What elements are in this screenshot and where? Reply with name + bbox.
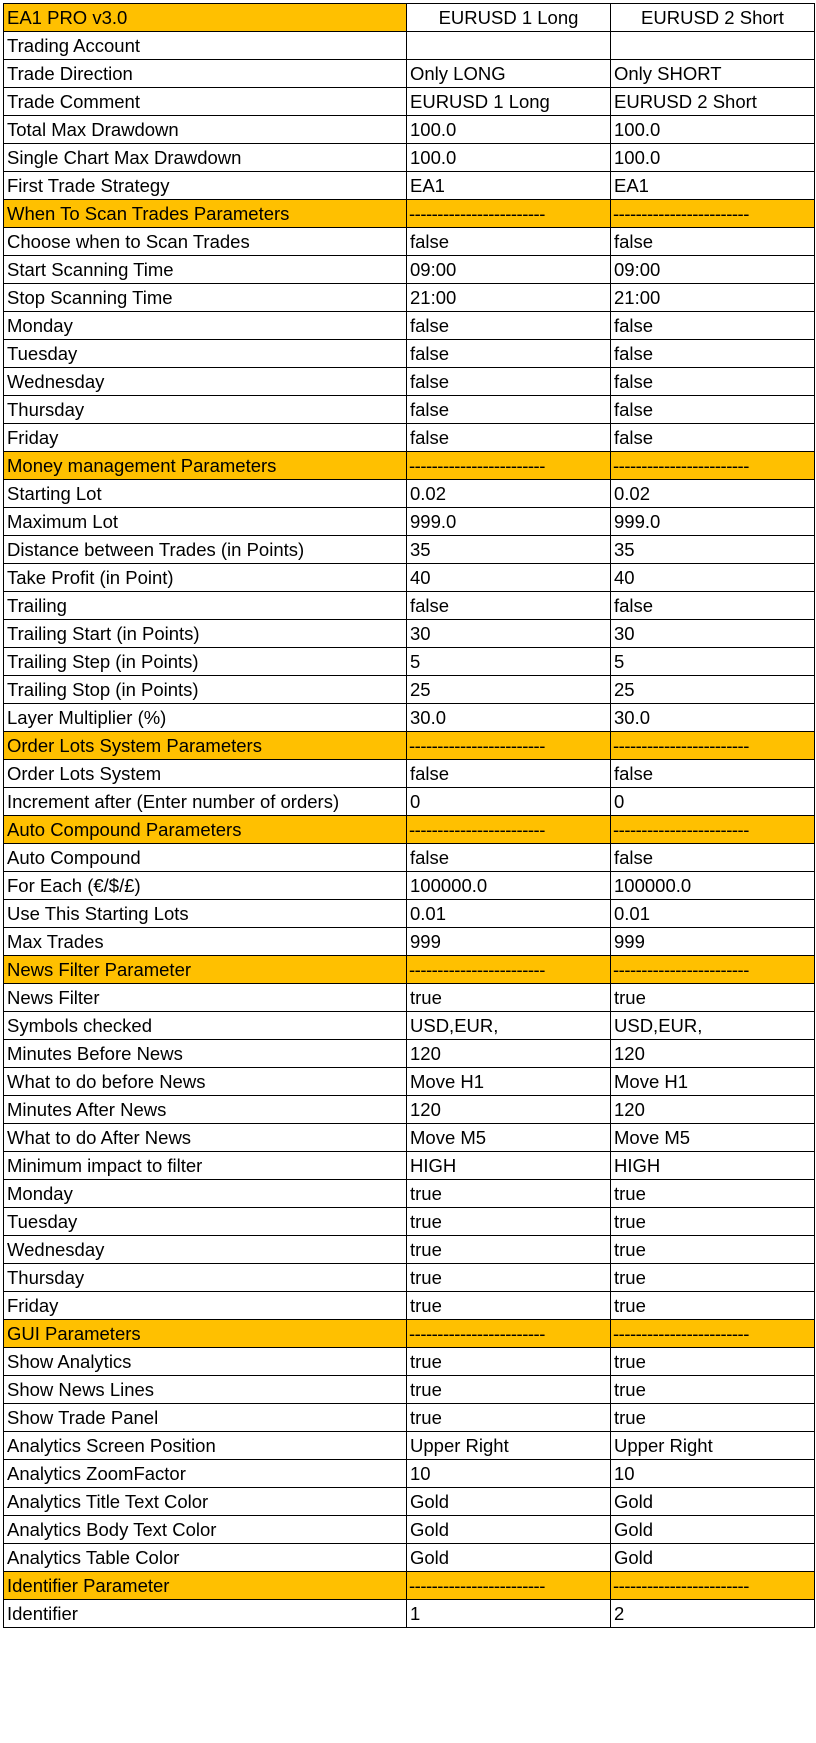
- value-cell-eurusd-1-long[interactable]: Move H1: [407, 1068, 611, 1096]
- value-cell-eurusd-1-long[interactable]: EURUSD 1 Long: [407, 88, 611, 116]
- value-cell-eurusd-1-long[interactable]: false: [407, 340, 611, 368]
- parameter-row: [4, 1348, 815, 1376]
- parameter-name-cell[interactable]: Minutes Before News: [4, 1040, 407, 1068]
- parameter-row: [4, 872, 815, 900]
- value-cell-eurusd-2-short[interactable]: false: [611, 424, 815, 452]
- parameter-name-cell[interactable]: Start Scanning Time: [4, 256, 407, 284]
- value-cell-eurusd-1-long[interactable]: Move M5: [407, 1124, 611, 1152]
- separator-cell[interactable]: ------------------------: [407, 200, 611, 228]
- value-cell-eurusd-2-short[interactable]: 21:00: [611, 284, 815, 312]
- value-cell-eurusd-1-long[interactable]: 5: [407, 648, 611, 676]
- section-header-row: [4, 200, 815, 228]
- column-header-eurusd-1-long[interactable]: EURUSD 1 Long: [407, 4, 611, 32]
- value-cell-eurusd-1-long[interactable]: USD,EUR,: [407, 1012, 611, 1040]
- section-header-row: [4, 1572, 815, 1600]
- parameter-name-cell[interactable]: Stop Scanning Time: [4, 284, 407, 312]
- parameter-row: [4, 1180, 815, 1208]
- value-cell-eurusd-2-short[interactable]: Gold: [611, 1544, 815, 1572]
- value-cell-eurusd-1-long[interactable]: 999: [407, 928, 611, 956]
- value-cell-eurusd-2-short[interactable]: [611, 32, 815, 60]
- parameter-name-cell[interactable]: What to do before News: [4, 1068, 407, 1096]
- value-cell-eurusd-2-short[interactable]: Move M5: [611, 1124, 815, 1152]
- value-cell-eurusd-1-long[interactable]: Gold: [407, 1516, 611, 1544]
- header-row: [4, 4, 815, 32]
- value-cell-eurusd-1-long[interactable]: 120: [407, 1040, 611, 1068]
- separator-cell[interactable]: ------------------------: [407, 1320, 611, 1348]
- parameter-name-cell[interactable]: News Filter: [4, 984, 407, 1012]
- parameter-name-cell[interactable]: Single Chart Max Drawdown: [4, 144, 407, 172]
- parameter-row: [4, 1376, 815, 1404]
- value-cell-eurusd-1-long[interactable]: 40: [407, 564, 611, 592]
- parameter-row: [4, 480, 815, 508]
- value-cell-eurusd-2-short[interactable]: 999: [611, 928, 815, 956]
- value-cell-eurusd-1-long[interactable]: EA1: [407, 172, 611, 200]
- column-header-eurusd-2-short[interactable]: EURUSD 2 Short: [611, 4, 815, 32]
- parameter-row: [4, 704, 815, 732]
- value-cell-eurusd-1-long[interactable]: 10: [407, 1460, 611, 1488]
- section-title[interactable]: When To Scan Trades Parameters: [4, 200, 407, 228]
- parameter-name-cell[interactable]: Total Max Drawdown: [4, 116, 407, 144]
- value-cell-eurusd-2-short[interactable]: Gold: [611, 1516, 815, 1544]
- parameter-row: [4, 1516, 815, 1544]
- parameter-row: [4, 88, 815, 116]
- parameter-row: [4, 928, 815, 956]
- parameter-row: [4, 788, 815, 816]
- value-cell-eurusd-2-short[interactable]: Only SHORT: [611, 60, 815, 88]
- parameter-name-cell[interactable]: Starting Lot: [4, 480, 407, 508]
- value-cell-eurusd-1-long[interactable]: 0: [407, 788, 611, 816]
- parameter-name-cell[interactable]: Friday: [4, 1292, 407, 1320]
- separator-cell[interactable]: ------------------------: [611, 452, 815, 480]
- parameter-name-cell[interactable]: Analytics Title Text Color: [4, 1488, 407, 1516]
- parameter-name-cell[interactable]: Minutes After News: [4, 1096, 407, 1124]
- value-cell-eurusd-2-short[interactable]: 10: [611, 1460, 815, 1488]
- value-cell-eurusd-2-short[interactable]: false: [611, 368, 815, 396]
- parameter-name-cell[interactable]: Wednesday: [4, 1236, 407, 1264]
- value-cell-eurusd-2-short[interactable]: true: [611, 1348, 815, 1376]
- value-cell-eurusd-1-long[interactable]: [407, 32, 611, 60]
- value-cell-eurusd-1-long[interactable]: 1: [407, 1600, 611, 1628]
- parameter-row: [4, 1600, 815, 1628]
- value-cell-eurusd-2-short[interactable]: 2: [611, 1600, 815, 1628]
- parameter-name-cell[interactable]: Increment after (Enter number of orders): [4, 788, 407, 816]
- parameter-name-cell[interactable]: First Trade Strategy: [4, 172, 407, 200]
- parameter-name-cell[interactable]: Analytics Table Color: [4, 1544, 407, 1572]
- parameter-row: [4, 1040, 815, 1068]
- value-cell-eurusd-1-long[interactable]: false: [407, 760, 611, 788]
- parameter-row: [4, 116, 815, 144]
- parameter-name-cell[interactable]: Analytics Screen Position: [4, 1432, 407, 1460]
- value-cell-eurusd-1-long[interactable]: 0.01: [407, 900, 611, 928]
- parameter-row: [4, 1544, 815, 1572]
- value-cell-eurusd-2-short[interactable]: true: [611, 1236, 815, 1264]
- parameter-row: [4, 1488, 815, 1516]
- value-cell-eurusd-2-short[interactable]: false: [611, 228, 815, 256]
- parameter-row: [4, 900, 815, 928]
- value-cell-eurusd-1-long[interactable]: false: [407, 228, 611, 256]
- value-cell-eurusd-1-long[interactable]: HIGH: [407, 1152, 611, 1180]
- parameter-row: [4, 1208, 815, 1236]
- section-title[interactable]: Money management Parameters: [4, 452, 407, 480]
- parameter-row: [4, 368, 815, 396]
- value-cell-eurusd-1-long[interactable]: 120: [407, 1096, 611, 1124]
- section-header-row: [4, 956, 815, 984]
- separator-cell[interactable]: ------------------------: [407, 1572, 611, 1600]
- parameter-row: [4, 536, 815, 564]
- separator-cell[interactable]: ------------------------: [611, 1320, 815, 1348]
- value-cell-eurusd-2-short[interactable]: 30: [611, 620, 815, 648]
- value-cell-eurusd-1-long[interactable]: 35: [407, 536, 611, 564]
- value-cell-eurusd-1-long[interactable]: true: [407, 1236, 611, 1264]
- value-cell-eurusd-1-long[interactable]: 30: [407, 620, 611, 648]
- parameter-row: [4, 396, 815, 424]
- value-cell-eurusd-2-short[interactable]: 5: [611, 648, 815, 676]
- parameter-name-cell[interactable]: Monday: [4, 1180, 407, 1208]
- value-cell-eurusd-1-long[interactable]: Gold: [407, 1488, 611, 1516]
- parameter-name-cell[interactable]: Tuesday: [4, 1208, 407, 1236]
- parameter-row: [4, 1068, 815, 1096]
- value-cell-eurusd-2-short[interactable]: true: [611, 1208, 815, 1236]
- separator-cell[interactable]: ------------------------: [611, 1572, 815, 1600]
- parameter-row: [4, 1404, 815, 1432]
- value-cell-eurusd-1-long[interactable]: Only LONG: [407, 60, 611, 88]
- value-cell-eurusd-1-long[interactable]: false: [407, 396, 611, 424]
- value-cell-eurusd-1-long[interactable]: true: [407, 984, 611, 1012]
- value-cell-eurusd-2-short[interactable]: true: [611, 1404, 815, 1432]
- value-cell-eurusd-1-long[interactable]: 0.02: [407, 480, 611, 508]
- value-cell-eurusd-1-long[interactable]: 09:00: [407, 256, 611, 284]
- parameter-name-cell[interactable]: Show Trade Panel: [4, 1404, 407, 1432]
- parameter-name-cell[interactable]: Analytics Body Text Color: [4, 1516, 407, 1544]
- value-cell-eurusd-1-long[interactable]: false: [407, 592, 611, 620]
- parameter-row: [4, 844, 815, 872]
- parameter-name-cell[interactable]: Trailing Step (in Points): [4, 648, 407, 676]
- value-cell-eurusd-2-short[interactable]: true: [611, 1180, 815, 1208]
- parameter-name-cell[interactable]: Order Lots System: [4, 760, 407, 788]
- parameter-name-cell[interactable]: For Each (€/$/£): [4, 872, 407, 900]
- separator-cell[interactable]: ------------------------: [611, 200, 815, 228]
- parameter-row: [4, 32, 815, 60]
- section-header-row: [4, 816, 815, 844]
- value-cell-eurusd-2-short[interactable]: 999.0: [611, 508, 815, 536]
- value-cell-eurusd-2-short[interactable]: 0: [611, 788, 815, 816]
- parameter-name-cell[interactable]: Trailing: [4, 592, 407, 620]
- value-cell-eurusd-2-short[interactable]: 35: [611, 536, 815, 564]
- separator-cell[interactable]: ------------------------: [611, 732, 815, 760]
- value-cell-eurusd-1-long[interactable]: 999.0: [407, 508, 611, 536]
- parameter-row: [4, 1292, 815, 1320]
- value-cell-eurusd-1-long[interactable]: 100.0: [407, 144, 611, 172]
- value-cell-eurusd-2-short[interactable]: true: [611, 1264, 815, 1292]
- parameter-row: [4, 648, 815, 676]
- parameter-name-cell[interactable]: Show Analytics: [4, 1348, 407, 1376]
- parameter-name-cell[interactable]: Choose when to Scan Trades: [4, 228, 407, 256]
- value-cell-eurusd-1-long[interactable]: false: [407, 424, 611, 452]
- value-cell-eurusd-2-short[interactable]: 25: [611, 676, 815, 704]
- parameter-name-cell[interactable]: Identifier: [4, 1600, 407, 1628]
- value-cell-eurusd-2-short[interactable]: false: [611, 844, 815, 872]
- value-cell-eurusd-1-long[interactable]: 25: [407, 676, 611, 704]
- separator-cell[interactable]: ------------------------: [611, 816, 815, 844]
- separator-cell[interactable]: ------------------------: [407, 732, 611, 760]
- separator-cell[interactable]: ------------------------: [407, 816, 611, 844]
- parameter-row: [4, 172, 815, 200]
- separator-cell[interactable]: ------------------------: [407, 452, 611, 480]
- parameter-name-cell[interactable]: Thursday: [4, 396, 407, 424]
- parameter-row: [4, 1432, 815, 1460]
- parameter-row: [4, 256, 815, 284]
- parameter-row: [4, 1460, 815, 1488]
- parameter-row: [4, 564, 815, 592]
- parameter-name-cell[interactable]: Distance between Trades (in Points): [4, 536, 407, 564]
- parameter-row: [4, 676, 815, 704]
- separator-cell[interactable]: ------------------------: [407, 956, 611, 984]
- parameter-name-cell[interactable]: Trading Account: [4, 32, 407, 60]
- value-cell-eurusd-1-long[interactable]: false: [407, 368, 611, 396]
- value-cell-eurusd-2-short[interactable]: Move H1: [611, 1068, 815, 1096]
- parameter-name-cell[interactable]: Tuesday: [4, 340, 407, 368]
- parameter-name-cell[interactable]: Max Trades: [4, 928, 407, 956]
- parameter-name-cell[interactable]: Auto Compound: [4, 844, 407, 872]
- value-cell-eurusd-1-long[interactable]: Gold: [407, 1544, 611, 1572]
- section-title[interactable]: News Filter Parameter: [4, 956, 407, 984]
- section-title[interactable]: Auto Compound Parameters: [4, 816, 407, 844]
- parameter-row: [4, 1096, 815, 1124]
- value-cell-eurusd-2-short[interactable]: 120: [611, 1096, 815, 1124]
- parameter-name-cell[interactable]: Minimum impact to filter: [4, 1152, 407, 1180]
- settings-table: [3, 3, 815, 1628]
- parameter-row: [4, 60, 815, 88]
- value-cell-eurusd-2-short[interactable]: false: [611, 340, 815, 368]
- value-cell-eurusd-2-short[interactable]: false: [611, 312, 815, 340]
- value-cell-eurusd-2-short[interactable]: 100.0: [611, 144, 815, 172]
- section-header-row: [4, 732, 815, 760]
- parameter-name-cell[interactable]: Thursday: [4, 1264, 407, 1292]
- value-cell-eurusd-1-long[interactable]: 30.0: [407, 704, 611, 732]
- value-cell-eurusd-2-short[interactable]: 40: [611, 564, 815, 592]
- value-cell-eurusd-2-short[interactable]: Upper Right: [611, 1432, 815, 1460]
- parameter-name-cell[interactable]: Friday: [4, 424, 407, 452]
- value-cell-eurusd-2-short[interactable]: 09:00: [611, 256, 815, 284]
- value-cell-eurusd-2-short[interactable]: 0.01: [611, 900, 815, 928]
- value-cell-eurusd-1-long[interactable]: false: [407, 312, 611, 340]
- value-cell-eurusd-2-short[interactable]: false: [611, 396, 815, 424]
- separator-cell[interactable]: ------------------------: [611, 956, 815, 984]
- value-cell-eurusd-2-short[interactable]: false: [611, 760, 815, 788]
- value-cell-eurusd-2-short[interactable]: true: [611, 984, 815, 1012]
- value-cell-eurusd-1-long[interactable]: 21:00: [407, 284, 611, 312]
- value-cell-eurusd-2-short[interactable]: false: [611, 592, 815, 620]
- value-cell-eurusd-2-short[interactable]: 120: [611, 1040, 815, 1068]
- parameter-name-cell[interactable]: Trade Comment: [4, 88, 407, 116]
- parameter-name-cell[interactable]: Monday: [4, 312, 407, 340]
- parameter-name-cell[interactable]: Trade Direction: [4, 60, 407, 88]
- parameter-name-cell[interactable]: Wednesday: [4, 368, 407, 396]
- value-cell-eurusd-2-short[interactable]: HIGH: [611, 1152, 815, 1180]
- value-cell-eurusd-2-short[interactable]: 100000.0: [611, 872, 815, 900]
- parameter-row: [4, 984, 815, 1012]
- value-cell-eurusd-2-short[interactable]: EA1: [611, 172, 815, 200]
- parameter-row: [4, 620, 815, 648]
- parameter-row: [4, 312, 815, 340]
- value-cell-eurusd-1-long[interactable]: true: [407, 1348, 611, 1376]
- value-cell-eurusd-1-long[interactable]: true: [407, 1264, 611, 1292]
- value-cell-eurusd-1-long[interactable]: Upper Right: [407, 1432, 611, 1460]
- parameter-row: [4, 592, 815, 620]
- parameter-row: [4, 144, 815, 172]
- parameter-name-cell[interactable]: Trailing Stop (in Points): [4, 676, 407, 704]
- value-cell-eurusd-1-long[interactable]: true: [407, 1180, 611, 1208]
- parameter-row: [4, 284, 815, 312]
- value-cell-eurusd-1-long[interactable]: 100000.0: [407, 872, 611, 900]
- parameter-row: [4, 424, 815, 452]
- parameter-name-cell[interactable]: Maximum Lot: [4, 508, 407, 536]
- value-cell-eurusd-1-long[interactable]: 100.0: [407, 116, 611, 144]
- value-cell-eurusd-1-long[interactable]: true: [407, 1208, 611, 1236]
- value-cell-eurusd-2-short[interactable]: 30.0: [611, 704, 815, 732]
- value-cell-eurusd-1-long[interactable]: false: [407, 844, 611, 872]
- parameter-name-cell[interactable]: Trailing Start (in Points): [4, 620, 407, 648]
- value-cell-eurusd-1-long[interactable]: true: [407, 1376, 611, 1404]
- parameter-name-cell[interactable]: Take Profit (in Point): [4, 564, 407, 592]
- value-cell-eurusd-2-short[interactable]: true: [611, 1292, 815, 1320]
- value-cell-eurusd-2-short[interactable]: USD,EUR,: [611, 1012, 815, 1040]
- value-cell-eurusd-1-long[interactable]: true: [407, 1292, 611, 1320]
- parameter-row: [4, 760, 815, 788]
- value-cell-eurusd-2-short[interactable]: 100.0: [611, 116, 815, 144]
- section-title[interactable]: GUI Parameters: [4, 1320, 407, 1348]
- parameter-name-cell[interactable]: Analytics ZoomFactor: [4, 1460, 407, 1488]
- value-cell-eurusd-1-long[interactable]: true: [407, 1404, 611, 1432]
- value-cell-eurusd-2-short[interactable]: Gold: [611, 1488, 815, 1516]
- parameter-row: [4, 340, 815, 368]
- section-header-row: [4, 1320, 815, 1348]
- parameter-row: [4, 1264, 815, 1292]
- section-title[interactable]: Order Lots System Parameters: [4, 732, 407, 760]
- ea-title-cell[interactable]: EA1 PRO v3.0: [4, 4, 407, 32]
- parameter-row: [4, 508, 815, 536]
- parameter-name-cell[interactable]: Layer Multiplier (%): [4, 704, 407, 732]
- parameter-name-cell[interactable]: Symbols checked: [4, 1012, 407, 1040]
- parameter-row: [4, 1012, 815, 1040]
- value-cell-eurusd-2-short[interactable]: 0.02: [611, 480, 815, 508]
- parameter-name-cell[interactable]: Use This Starting Lots: [4, 900, 407, 928]
- section-title[interactable]: Identifier Parameter: [4, 1572, 407, 1600]
- section-header-row: [4, 452, 815, 480]
- parameter-name-cell[interactable]: Show News Lines: [4, 1376, 407, 1404]
- parameter-row: [4, 1124, 815, 1152]
- parameter-name-cell[interactable]: What to do After News: [4, 1124, 407, 1152]
- parameter-row: [4, 1152, 815, 1180]
- value-cell-eurusd-2-short[interactable]: true: [611, 1376, 815, 1404]
- value-cell-eurusd-2-short[interactable]: EURUSD 2 Short: [611, 88, 815, 116]
- parameter-row: [4, 1236, 815, 1264]
- parameter-row: [4, 228, 815, 256]
